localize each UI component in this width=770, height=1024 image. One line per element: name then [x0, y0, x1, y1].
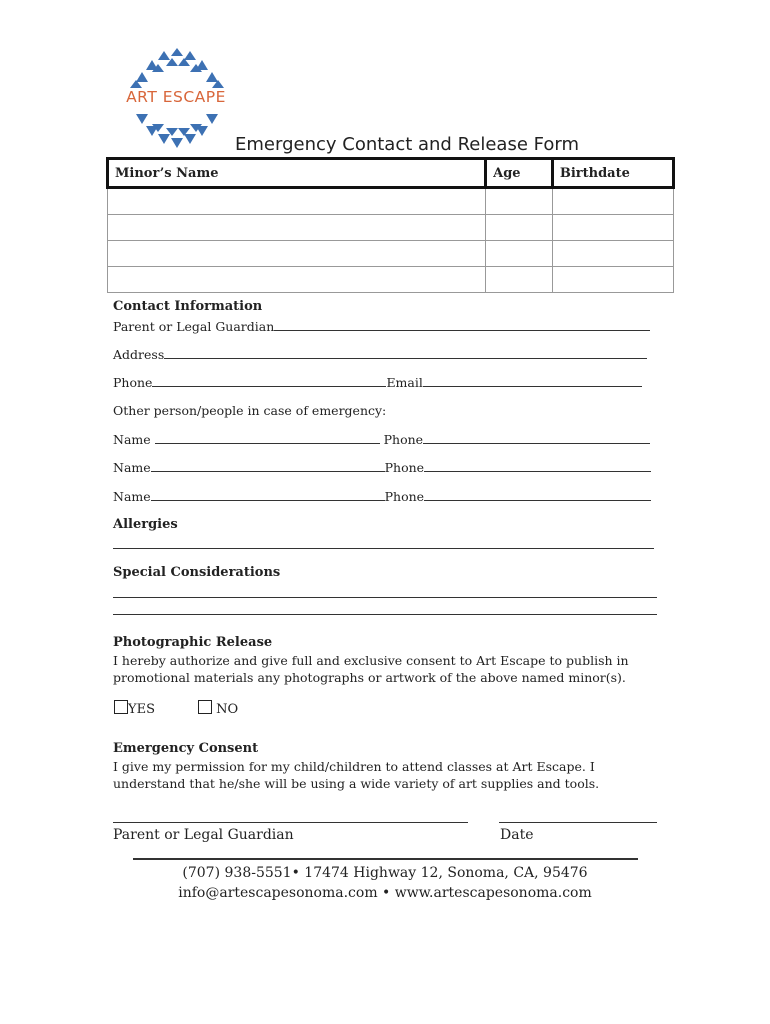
- header-minors-name: Minor’s Name: [108, 159, 486, 188]
- address-row: [113, 346, 647, 362]
- phone-label: Phone: [113, 375, 153, 390]
- yes-label: YES: [128, 702, 155, 717]
- email-field[interactable]: [423, 374, 642, 387]
- phone-label: Phone: [384, 460, 425, 475]
- address-field[interactable]: [164, 346, 647, 359]
- no-checkbox[interactable]: [198, 700, 212, 714]
- address-label: Address: [113, 347, 165, 362]
- yes-checkbox[interactable]: [114, 700, 128, 714]
- special-heading: Special Considerations: [113, 565, 281, 580]
- header-birthdate: Birthdate: [552, 159, 673, 188]
- table-row[interactable]: [108, 215, 674, 241]
- other-person-prompt: Other person/people in case of emergency:: [113, 403, 387, 418]
- birthdate-cell[interactable]: [552, 267, 673, 293]
- email-label: Email: [386, 375, 423, 390]
- footer-contact: info@artescapesonoma.com • www.artescapesonoma.com: [178, 885, 592, 901]
- minor-name-cell[interactable]: [108, 241, 486, 267]
- birthdate-cell[interactable]: [552, 215, 673, 241]
- logo-wordmark: ART ESCAPE: [126, 88, 226, 106]
- minors-table: [106, 157, 675, 293]
- birthdate-cell[interactable]: [552, 188, 673, 215]
- table-row[interactable]: [108, 188, 674, 215]
- date-label: Date: [500, 827, 534, 843]
- phone-field[interactable]: [152, 374, 386, 387]
- minor-name-cell[interactable]: [108, 215, 486, 241]
- name-label: Name: [113, 460, 151, 475]
- form-title: Emergency Contact and Release Form: [235, 134, 579, 155]
- table-header-row: [108, 159, 674, 188]
- guardian-row: [113, 318, 650, 334]
- age-cell[interactable]: [486, 215, 553, 241]
- allergies-heading: Allergies: [113, 517, 178, 532]
- minor-name-cell[interactable]: [108, 188, 486, 215]
- contact-heading: Contact Information: [113, 299, 263, 314]
- guardian-signature-label: Parent or Legal Guardian: [113, 827, 294, 843]
- guardian-signature-line[interactable]: [113, 822, 468, 823]
- photo-yes-option[interactable]: [114, 700, 155, 717]
- minor-name-cell[interactable]: [108, 267, 486, 293]
- emergency-contact-row-1: [113, 431, 650, 447]
- emergency-contact-row-2: [113, 459, 651, 475]
- emergency-phone-field[interactable]: [423, 431, 650, 444]
- emergency-name-field[interactable]: [151, 459, 385, 472]
- special-field-line-1[interactable]: [113, 597, 657, 598]
- phone-email-row: [113, 374, 642, 390]
- photo-heading: Photographic Release: [113, 635, 273, 650]
- emergency-phone-field[interactable]: [424, 488, 651, 501]
- phone-label: Phone: [384, 489, 425, 504]
- consent-text: I give my permission for my child/children to attend classes at Art Escape. I understand that he/she will be using a wide variety of art supplies and tools.: [113, 759, 600, 791]
- emergency-name-field[interactable]: [151, 488, 385, 501]
- age-cell[interactable]: [486, 188, 553, 215]
- name-label: Name: [113, 489, 151, 504]
- phone-label: Phone: [383, 432, 424, 447]
- footer-address: (707) 938-5551• 17474 Highway 12, Sonoma, CA, 95476: [182, 865, 588, 881]
- age-cell[interactable]: [486, 267, 553, 293]
- consent-heading: Emergency Consent: [113, 741, 259, 756]
- guardian-field[interactable]: [274, 318, 650, 331]
- allergies-field[interactable]: [113, 548, 654, 549]
- birthdate-cell[interactable]: [552, 241, 673, 267]
- table-row[interactable]: [108, 267, 674, 293]
- age-cell[interactable]: [486, 241, 553, 267]
- header-age: Age: [486, 159, 553, 188]
- guardian-label: Parent or Legal Guardian: [113, 319, 275, 334]
- art-escape-logo: [116, 48, 236, 148]
- table-row[interactable]: [108, 241, 674, 267]
- footer-divider: [133, 858, 638, 860]
- photo-no-option[interactable]: [198, 700, 238, 717]
- name-label: Name: [113, 432, 151, 447]
- photo-release-text: I hereby authorize and give full and exclusive consent to Art Escape to publish in promotional materials any photographs or artwork of the above named minor(s).: [113, 653, 629, 685]
- emergency-name-field[interactable]: [155, 431, 380, 444]
- emergency-phone-field[interactable]: [424, 459, 651, 472]
- no-label: NO: [216, 702, 239, 717]
- emergency-contact-row-3: [113, 488, 651, 504]
- date-signature-line[interactable]: [499, 822, 657, 823]
- special-field-line-2[interactable]: [113, 614, 657, 615]
